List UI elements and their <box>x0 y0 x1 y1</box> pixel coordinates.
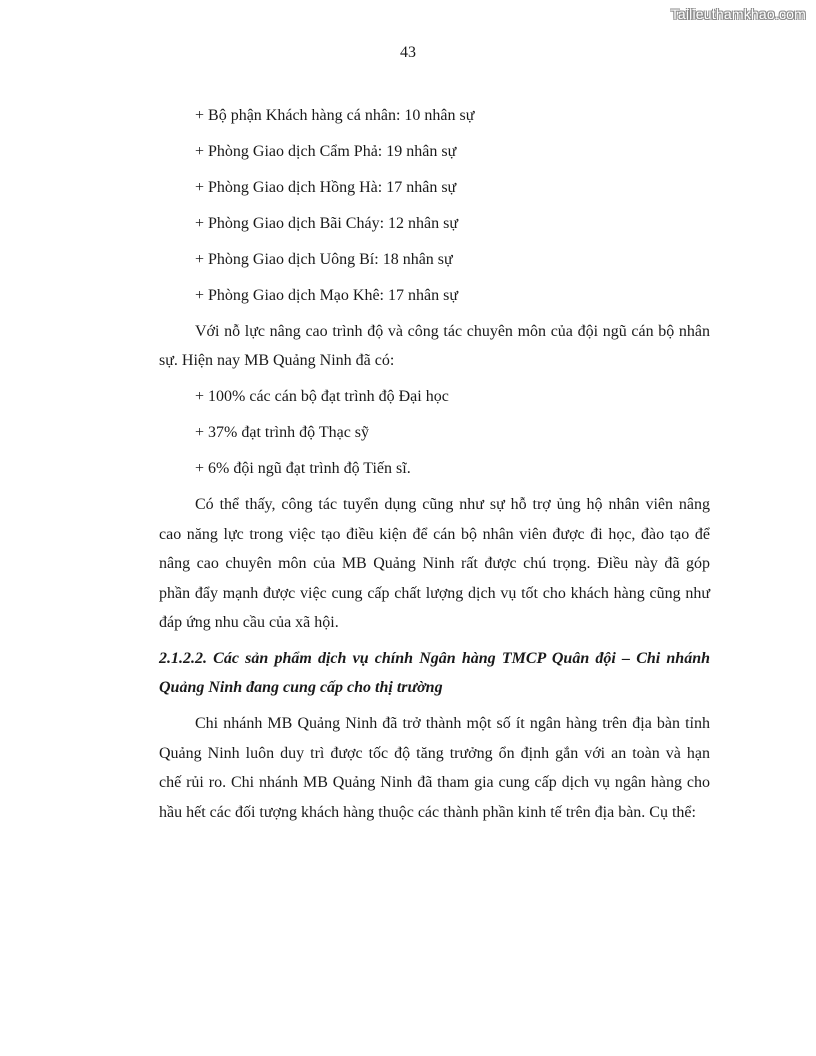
paragraph-line: chế rủi ro. Chi nhánh MB Quảng Ninh đã tham gia cung cấp dịch vụ ngân hàng cho <box>159 774 710 792</box>
heading-line: Quảng Ninh đang cung cấp cho thị trường <box>159 679 443 697</box>
paragraph-line: Với nỗ lực nâng cao trình độ và công tác chuyên môn của đội ngũ cán bộ nhân <box>195 323 710 340</box>
list-item: + 37% đạt trình độ Thạc sỹ <box>195 424 370 442</box>
list-item: + Phòng Giao dịch Hồng Hà: 17 nhân sự <box>195 179 457 196</box>
list-item: + Phòng Giao dịch Bãi Cháy: 12 nhân sự <box>195 215 459 232</box>
paragraph-services <box>159 714 710 832</box>
list-item: + Bộ phận Khách hàng cá nhân: 10 nhân sự <box>195 107 475 124</box>
qualification-list <box>159 387 710 495</box>
list-item: + Phòng Giao dịch Uông Bí: 18 nhân sự <box>195 251 453 268</box>
paragraph-line: cao năng lực trong việc tạo điều kiện để cán bộ nhân viên được đi học, đào tạo để <box>159 525 710 543</box>
paragraph-line: đáp ứng nhu cầu của xã hội. <box>159 613 339 631</box>
paragraph-line: hầu hết các đối tượng khách hàng thuộc các thành phần kinh tế trên địa bàn. Cụ thể: <box>159 803 696 821</box>
list-item: + 6% đội ngũ đạt trình độ Tiến sĩ. <box>195 460 411 478</box>
heading-line: 2.1.2.2. Các sản phẩm dịch vụ chính Ngân hàng TMCP Quân đội – Chi nhánh <box>159 649 710 667</box>
document-body <box>159 106 710 832</box>
paragraph-qualifications-intro <box>159 322 710 387</box>
paragraph-line: phần đẩy mạnh được việc cung cấp chất lượng dịch vụ tốt cho khách hàng cũng như <box>159 584 710 602</box>
paragraph-line: Chi nhánh MB Quảng Ninh đã trở thành một số ít ngân hàng trên địa bàn tỉnh <box>195 715 710 733</box>
list-item: + Phòng Giao dịch Mạo Khê: 17 nhân sự <box>195 287 458 304</box>
paragraph-line: Có thể thấy, công tác tuyển dụng cũng như sự hỗ trợ ủng hộ nhân viên nâng <box>195 496 710 514</box>
staff-list <box>159 106 710 322</box>
watermark: Tailieuthamkhao.com <box>670 6 806 22</box>
paragraph-line: Quảng Ninh luôn duy trì được tốc độ tăng trưởng ổn định gắn với an toàn và hạn <box>159 744 710 762</box>
paragraph-recruitment <box>159 495 710 649</box>
page-number: 43 <box>400 44 416 61</box>
list-item: + 100% các cán bộ đạt trình độ Đại học <box>195 388 449 406</box>
list-item: + Phòng Giao dịch Cẩm Phả: 19 nhân sự <box>195 143 457 160</box>
paragraph-line: nâng cao chuyên môn của MB Quảng Ninh rất được chú trọng. Điều này đã góp <box>159 555 710 573</box>
section-heading <box>159 649 710 714</box>
paragraph-line: sự. Hiện nay MB Quảng Ninh đã có: <box>159 352 395 370</box>
